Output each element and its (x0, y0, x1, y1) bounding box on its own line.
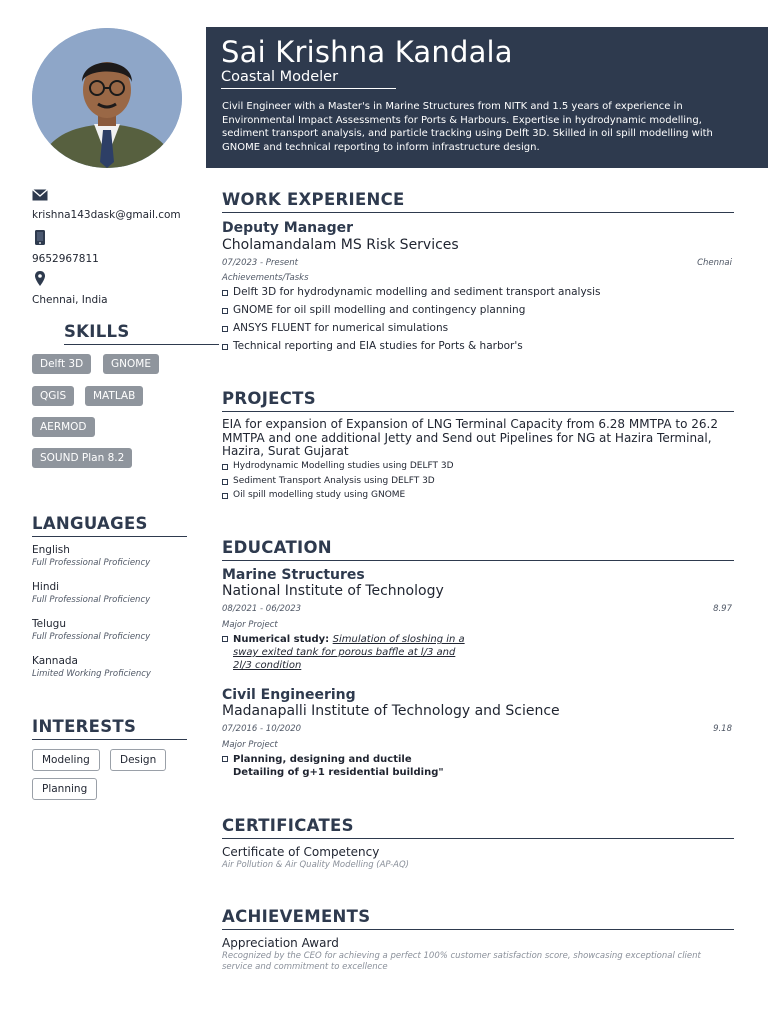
certificate-name: Certificate of Competency (222, 845, 380, 859)
achievements-heading: ACHIEVEMENTS (222, 907, 734, 930)
language-name: Telugu (32, 618, 66, 630)
skill-chip: GNOME (103, 354, 159, 374)
language-item (32, 581, 192, 605)
skill-chip: MATLAB (85, 386, 143, 406)
language-item (32, 655, 192, 679)
envelope-icon (32, 189, 181, 204)
task-list (222, 286, 722, 358)
language-level: Full Professional Proficiency (32, 558, 151, 568)
degree-title: Marine Structures (222, 567, 365, 583)
skill-chip: AERMOD (32, 417, 95, 437)
map-pin-icon (32, 271, 108, 289)
language-name: Kannada (32, 655, 78, 667)
language-item (32, 618, 192, 642)
candidate-role: Coastal Modeler (221, 69, 396, 89)
email-link[interactable]: krishna143dask@gmail.com (32, 209, 181, 221)
location-text: Chennai, India (32, 294, 108, 306)
list-item: Oil spill modelling study using GNOME (222, 490, 722, 505)
interests-heading: INTERESTS (32, 717, 187, 740)
education-score: 9.18 (713, 724, 732, 734)
skill-chip: Delft 3D (32, 354, 91, 374)
work-experience-heading: WORK EXPERIENCE (222, 190, 734, 213)
degree-title: Civil Engineering (222, 687, 356, 703)
project-description: EIA for expansion of Expansion of LNG Terminal Capacity from 6.28 MMTPA to 26.2 MMTPA and one additional Jetty and Send out Pipelines for NG at Hazira Terminal, Hazira, Surat Gujarat (222, 417, 718, 458)
major-project-item (222, 633, 472, 672)
major-project-label: Major Project (222, 740, 278, 750)
list-item: Technical reporting and EIA studies for Ports & harbor's (222, 340, 722, 358)
interest-tag: Modeling (32, 749, 100, 771)
school-name: National Institute of Technology (222, 583, 444, 599)
certificates-heading: CERTIFICATES (222, 816, 734, 839)
project-lead: Planning, designing and ductile Detailing of g+1 residential building" (233, 754, 444, 778)
list-item: Sediment Transport Analysis using DELFT 3D (222, 476, 722, 491)
language-name: English (32, 544, 70, 556)
project-list (222, 461, 722, 505)
achievement-description: Recognized by the CEO for achieving a perfect 100% customer satisfaction score, showcasing exceptional client service and commitment to excellence (222, 951, 701, 972)
list-item: ANSYS FLUENT for numerical simulations (222, 322, 722, 340)
language-item (32, 544, 192, 568)
list-item: Delft 3D for hydrodynamic modelling and sediment transport analysis (222, 286, 722, 304)
candidate-name: Sai Krishna Kandala (221, 35, 513, 69)
tasks-subheading: Achievements/Tasks (222, 273, 309, 283)
education-score: 8.97 (713, 604, 732, 614)
contact-email (32, 189, 181, 221)
language-level: Full Professional Proficiency (32, 595, 151, 605)
certificate-description: Air Pollution & Air Quality Modelling (AP-AQ) (222, 860, 409, 870)
list-item: Hydrodynamic Modelling studies using DELFT 3D (222, 461, 722, 476)
job-location: Chennai (697, 258, 732, 268)
job-title: Deputy Manager (222, 220, 354, 236)
school-name: Madanapalli Institute of Technology and Science (222, 703, 560, 719)
achievement-name: Appreciation Award (222, 936, 339, 950)
list-item: GNOME for oil spill modelling and contingency planning (222, 304, 722, 322)
skills-heading: SKILLS (64, 322, 219, 345)
phone-number: 9652967811 (32, 253, 99, 265)
header-banner (206, 27, 768, 168)
contact-location (32, 271, 108, 306)
language-level: Limited Working Proficiency (32, 669, 151, 679)
company-name: Cholamandalam MS Risk Services (222, 237, 459, 253)
language-name: Hindi (32, 581, 60, 593)
education-dates: 07/2016 - 10/2020 (222, 724, 302, 734)
skill-chip: SOUND Plan 8.2 (32, 448, 132, 468)
interest-tag: Design (110, 749, 166, 771)
language-level: Full Professional Proficiency (32, 632, 151, 642)
contact-phone (32, 230, 99, 265)
mobile-phone-icon (32, 230, 99, 248)
profile-photo (32, 28, 182, 168)
major-project-item (222, 753, 462, 779)
skill-chip: QGIS (32, 386, 74, 406)
languages-heading: LANGUAGES (32, 514, 187, 537)
major-project-label: Major Project (222, 620, 278, 630)
profile-summary: Civil Engineer with a Master's in Marine Structures from NITK and 1.5 years of experience in Environmental Impact Assessments for Ports & Harbours. Expertise in hydrodynamic modelling, sediment transport analysis, and particle tracking using Delft 3D. Skilled in oil spill modelling with GNOME and technical reporting to inform infrastructure design. (222, 101, 713, 153)
job-dates: 07/2023 - Present (222, 258, 299, 268)
interest-tag: Planning (32, 778, 97, 800)
project-detail: Simulation of sloshing in a sway exited tank for porous baffle at l/3 and 2l/3 condition (233, 634, 465, 671)
project-lead: Numerical study: (233, 634, 333, 645)
education-heading: EDUCATION (222, 538, 734, 561)
education-dates: 08/2021 - 06/2023 (222, 604, 302, 614)
projects-heading: PROJECTS (222, 389, 734, 412)
